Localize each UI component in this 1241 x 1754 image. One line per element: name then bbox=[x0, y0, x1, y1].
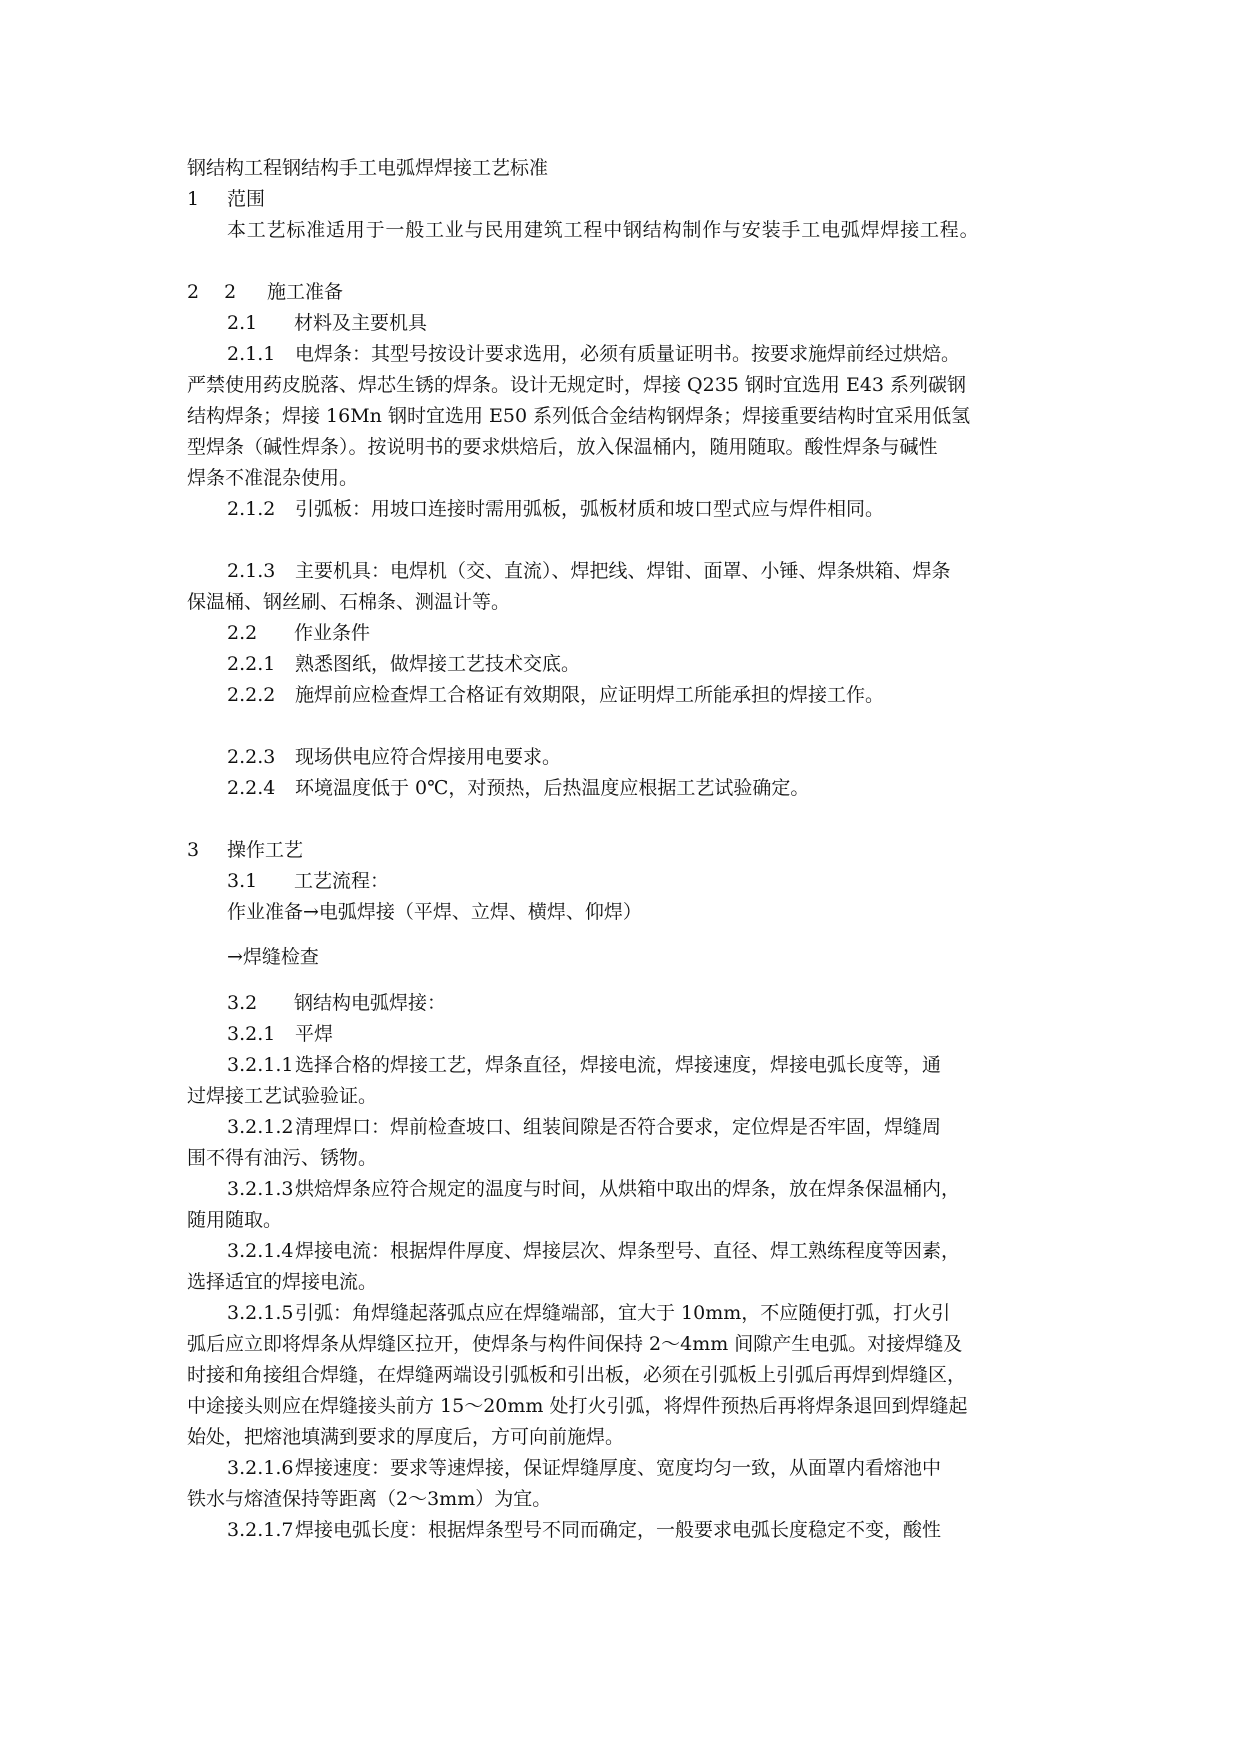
paragraph-line: 2.2.2 施焊前应检查焊工合格证有效期限，应证明焊工所能承担的焊接工作。 bbox=[227, 684, 885, 706]
paragraph-line: 3.2.1.7焊接电弧长度：根据焊条型号不同而确定，一般要求电弧长度稳定不变，酸性 bbox=[227, 1519, 942, 1541]
subsection-heading: 3.2 钢结构电弧焊接： bbox=[227, 992, 447, 1014]
paragraph-line: 2.1.3 主要机具：电焊机（交、直流）、焊把线、焊钳、面罩、小锤、焊条烘箱、焊条 bbox=[227, 560, 951, 582]
paragraph-line: 铁水与熔渣保持等距离（2～3mm）为宜。 bbox=[187, 1488, 552, 1510]
document-title: 钢结构工程钢结构手工电弧焊焊接工艺标准 bbox=[187, 157, 549, 179]
paragraph-line: 2.2.3 现场供电应符合焊接用电要求。 bbox=[227, 746, 562, 768]
section-heading: 3 操作工艺 bbox=[187, 839, 304, 861]
subsection-heading: 3.2.1 平焊 bbox=[227, 1023, 334, 1045]
paragraph-line: 2.2.4 环境温度低于 0℃，对预热，后热温度应根据工艺试验确定。 bbox=[227, 777, 810, 799]
paragraph-line: 2.1.1 电焊条：其型号按设计要求选用，必须有质量证明书。按要求施焊前经过烘焙。 bbox=[227, 343, 961, 365]
paragraph-line: 保温桶、钢丝刷、石棉条、测温计等。 bbox=[187, 591, 511, 613]
paragraph-line: 始处，把熔池填满到要求的厚度后，方可向前施焊。 bbox=[187, 1426, 625, 1448]
paragraph-line: 2.2.1 熟悉图纸，做焊接工艺技术交底。 bbox=[227, 653, 581, 675]
paragraph-line: 3.2.1.3烘焙焊条应符合规定的温度与时间，从烘箱中取出的焊条，放在焊条保温桶内， bbox=[227, 1178, 961, 1200]
paragraph-line: 3.2.1.6焊接速度：要求等速焊接，保证焊缝厚度、宽度均匀一致，从面罩内看熔池中 bbox=[227, 1457, 942, 1479]
paragraph-line: 3.2.1.2清理焊口：焊前检查坡口、组装间隙是否符合要求，定位焊是否牢固，焊缝周 bbox=[227, 1116, 942, 1138]
process-flow-line: →焊缝检查 bbox=[227, 946, 319, 968]
paragraph-line: 本工艺标准适用于一般工业与民用建筑工程中钢结构制作与安装手工电弧焊焊接工程。 bbox=[227, 219, 980, 241]
subsection-heading: 2.2 作业条件 bbox=[227, 622, 371, 644]
paragraph-line: 中途接头则应在焊缝接头前方 15～20mm 处打火引弧，将焊件预热后再将焊条退回到焊缝起 bbox=[187, 1395, 968, 1417]
section-heading: 1 范围 bbox=[187, 188, 266, 210]
paragraph-line: 弧后应立即将焊条从焊缝区拉开，使焊条与构件间保持 2～4mm 间隙产生电弧。对接焊缝及 bbox=[187, 1333, 963, 1355]
subsection-heading: 2.1 材料及主要机具 bbox=[227, 312, 428, 334]
paragraph-line: 选择适宜的焊接电流。 bbox=[187, 1271, 378, 1293]
paragraph-line: 型焊条（碱性焊条）。按说明书的要求烘焙后，放入保温桶内，随用随取。酸性焊条与碱性 bbox=[187, 436, 938, 458]
paragraph-line: 3.2.1.5引弧：角焊缝起落弧点应在焊缝端部，宜大于 10mm，不应随便打弧，打火引 bbox=[227, 1302, 951, 1324]
paragraph-line: 焊条不准混杂使用。 bbox=[187, 467, 359, 489]
paragraph-line: 围不得有油污、锈物。 bbox=[187, 1147, 378, 1169]
section-heading: 2 2 施工准备 bbox=[187, 281, 344, 303]
process-flow-line: 作业准备→电弧焊接（平焊、立焊、横焊、仰焊） bbox=[227, 901, 642, 923]
paragraph-line: 2.1.2 引弧板：用坡口连接时需用弧板，弧板材质和坡口型式应与焊件相同。 bbox=[227, 498, 885, 520]
subsection-heading: 3.1 工艺流程： bbox=[227, 870, 390, 892]
document-page bbox=[187, 0, 1067, 1754]
paragraph-line: 严禁使用药皮脱落、焊芯生锈的焊条。设计无规定时，焊接 Q235 钢时宜选用 E43 系列碳钢 bbox=[187, 374, 967, 396]
paragraph-line: 过焊接工艺试验验证。 bbox=[187, 1085, 378, 1107]
paragraph-line: 3.2.1.4焊接电流：根据焊件厚度、焊接层次、焊条型号、直径、焊工熟练程度等因素， bbox=[227, 1240, 961, 1262]
paragraph-line: 随用随取。 bbox=[187, 1209, 283, 1231]
paragraph-line: 时接和角接组合焊缝，在焊缝两端设引弧板和引出板，必须在引弧板上引弧后再焊到焊缝区， bbox=[187, 1364, 967, 1386]
paragraph-line: 结构焊条；焊接 16Mn 钢时宜选用 E50 系列低合金结构钢焊条；焊接重要结构时宜采用低氢 bbox=[187, 405, 971, 427]
paragraph-line: 3.2.1.1选择合格的焊接工艺，焊条直径，焊接电流，焊接速度，焊接电弧长度等，通 bbox=[227, 1054, 942, 1076]
